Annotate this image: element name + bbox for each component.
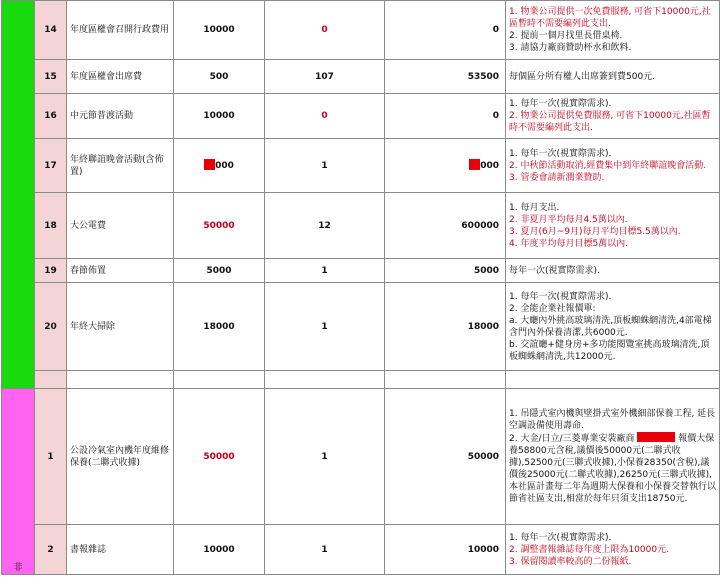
notes-cell — [506, 60, 720, 94]
note-line: 2. 全能企業社報價單: — [509, 303, 596, 314]
notes-cell — [506, 525, 720, 575]
note-line: 1. 物業公司提供一次免費服務, 可省下10000元,社區暫時不需要編列此支出. — [509, 7, 711, 29]
note-line: 2. 中秋節活動取消,經費集中到年終聯誼晚會活動. — [509, 160, 707, 171]
note-line: 每年一次(視實際需求). — [509, 265, 600, 276]
table-row — [2, 283, 720, 371]
category-cell-non-routine — [2, 389, 35, 575]
note-line: 報價大保養58800元含稅,議價後50000元(二聯式收據),52500元(三聯式收據),小保養28350(含稅),議價後25000元(二聯式收據),26250元(三聯式收據),本社區計畫每二年為週期大保養和小保養交替執行以節省社區支出,相當於每年只須支出18750元. — [509, 434, 717, 504]
quantity-value: 12 — [265, 193, 385, 259]
notes-cell — [506, 94, 720, 139]
total-value: 50000 — [385, 389, 506, 525]
notes-cell — [506, 1, 720, 60]
note-line: 2. 提前一個月找里長借桌椅. — [509, 31, 623, 41]
total-value: 5000 — [385, 259, 506, 283]
notes-cell — [506, 193, 720, 259]
redaction-mark — [469, 159, 480, 170]
item-name: 中元節普渡活動 — [67, 94, 174, 139]
notes-cell — [506, 139, 720, 193]
notes-cell — [506, 389, 720, 525]
quantity-value: 1 — [265, 525, 385, 575]
budget-value: 500 — [174, 60, 265, 94]
total-cell — [385, 139, 506, 193]
note-line: 1. 每年一次(視實際需求). — [509, 291, 612, 302]
budget-value: 10000 — [174, 1, 265, 60]
table-row — [2, 525, 720, 575]
note-line: 3. 夏月(6月~9月)每月平均目標5.5萬以內. — [509, 226, 681, 237]
quantity-value: 1 — [265, 259, 385, 283]
total-value: 0 — [385, 1, 506, 60]
empty-cell — [506, 371, 720, 389]
redaction-mark — [637, 432, 675, 442]
item-name: 公設冷氣室內機年度維修保養(二聯式收據) — [67, 389, 174, 525]
row-number: 15 — [35, 60, 67, 94]
note-line: 3. 管委會請新潤業贊助. — [509, 172, 605, 183]
note-line: 1. 每月支出. — [509, 202, 560, 213]
total-value: 600000 — [385, 193, 506, 259]
total-value: 0 — [385, 94, 506, 139]
row-number: 16 — [35, 94, 67, 139]
budget-value: 000 — [215, 161, 234, 171]
note-line: 2. 物業公司提供免費服務, 可省下10000元,社區暫時不需要編列此支出. — [509, 111, 711, 133]
row-number: 18 — [35, 193, 67, 259]
budget-value: 5000 — [174, 259, 265, 283]
budget-value: 10000 — [174, 94, 265, 139]
quantity-value: 0 — [265, 94, 385, 139]
item-name: 年度區權會召開行政費用 — [67, 1, 174, 60]
item-name: 書報雜誌 — [67, 525, 174, 575]
quantity-value: 1 — [265, 389, 385, 525]
empty-row — [2, 371, 720, 389]
note-line: 每個區分所有權人出席簽到費500元. — [509, 71, 656, 82]
row-number: 1 — [35, 389, 67, 525]
empty-cell — [174, 371, 265, 389]
quantity-value: 1 — [265, 283, 385, 371]
row-number: 2 — [35, 525, 67, 575]
note-line: 2. 調整書報雜誌每年度上限為10000元. — [509, 544, 669, 555]
budget-table — [1, 0, 720, 575]
budget-value: 18000 — [174, 283, 265, 371]
empty-cell — [67, 371, 174, 389]
note-line: 1. 吊隱式室內機與壁掛式室外機細部保養工程, 延長空調設備使用壽命. — [509, 409, 716, 431]
table-row — [2, 193, 720, 259]
empty-cell — [265, 371, 385, 389]
item-name: 年度區權會出席費 — [67, 60, 174, 94]
table-row — [2, 94, 720, 139]
quantity-value: 0 — [265, 1, 385, 60]
note-line: 2. 非夏月平均每月4.5萬以內. — [509, 214, 628, 225]
table-row — [2, 389, 720, 525]
note-line: 3. 請協力廠商贊助杯水和飲料. — [509, 43, 632, 53]
row-number: 14 — [35, 1, 67, 60]
note-line: 1. 每年一次(視實際需求). — [509, 532, 612, 543]
note-line: b. 交誼廳+健身房+多功能閱覽室挑高玻璃清洗,頂板蜘蛛網清洗,共12000元. — [509, 339, 710, 362]
quantity-value: 1 — [265, 139, 385, 193]
note-line: 4. 年度平均每月目標5萬以內. — [509, 238, 629, 249]
row-number-empty — [35, 371, 67, 389]
redaction-mark — [204, 159, 215, 170]
budget-value: 50000 — [174, 193, 265, 259]
item-name: 春節佈置 — [67, 259, 174, 283]
note-line: 2. 大金/日立/三菱專業安裝廠商 — [509, 434, 635, 444]
table-row — [2, 259, 720, 283]
row-number: 17 — [35, 139, 67, 193]
category-cell-routine — [2, 1, 35, 389]
note-line: a. 大廳內外挑高玻璃清洗,頂板蜘蛛網清洗,4部電梯含門內外保養清潔,共6000元. — [509, 315, 712, 338]
item-name: 大公電費 — [67, 193, 174, 259]
category-label: 非 — [13, 563, 23, 573]
table-row — [2, 60, 720, 94]
quantity-value: 107 — [265, 60, 385, 94]
total-value: 000 — [480, 161, 499, 171]
row-number: 20 — [35, 283, 67, 371]
budget-cell — [174, 139, 265, 193]
note-line: 3. 保留閱讀率較高的二份報紙. — [509, 556, 632, 567]
item-name: 年終聯誼晚會活動(含佈置) — [67, 139, 174, 193]
row-number: 19 — [35, 259, 67, 283]
note-line: 1. 每年一次(視實際需求). — [509, 99, 612, 109]
total-value: 53500 — [385, 60, 506, 94]
notes-cell — [506, 283, 720, 371]
total-value: 18000 — [385, 283, 506, 371]
notes-cell — [506, 259, 720, 283]
budget-value: 10000 — [174, 525, 265, 575]
table-row — [2, 139, 720, 193]
table-row — [2, 1, 720, 60]
note-line: 1. 每年一次(視實際需求). — [509, 148, 612, 159]
budget-value: 50000 — [174, 389, 265, 525]
empty-cell — [385, 371, 506, 389]
item-name: 年終大掃除 — [67, 283, 174, 371]
total-value: 10000 — [385, 525, 506, 575]
